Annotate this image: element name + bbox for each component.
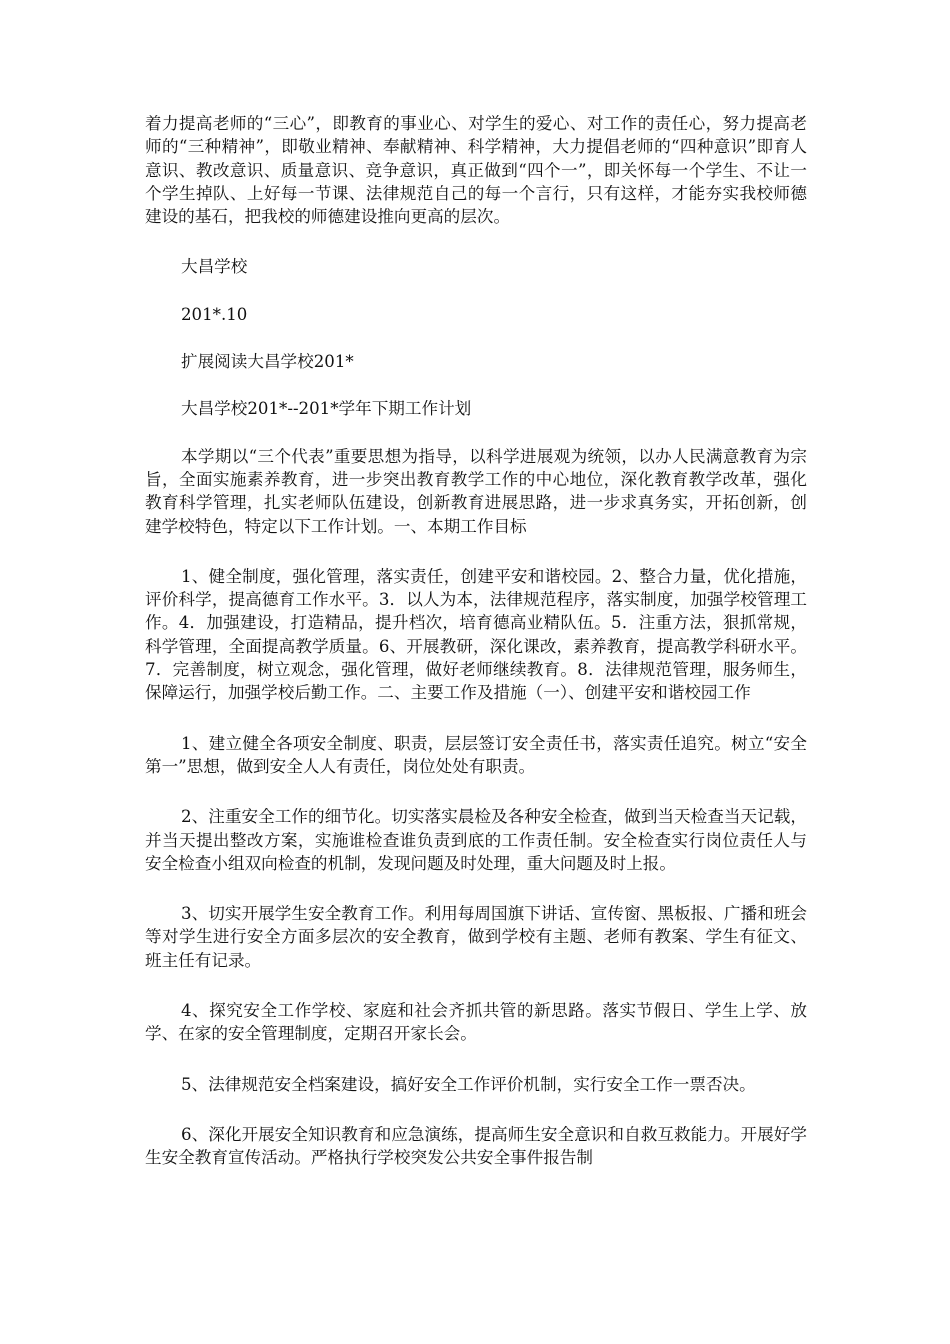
- paragraph-safety-1: 1、建立健全各项安全制度、职责，层层签订安全责任书，落实责任追究。树立“安全第一”思想，做到安全人人有责任，岗位处处有职责。: [145, 733, 807, 776]
- paragraph-safety-4: 4、探究安全工作学校、家庭和社会齐抓共管的新思路。落实节假日、学生上学、放学、在家的安全管理制度，定期召开家长会。: [145, 1001, 807, 1044]
- extended-reading-heading: 扩展阅读大昌学校201*: [181, 352, 354, 372]
- paragraph-guiding-ideology: 本学期以“三个代表”重要思想为指导，以科学进展观为统领，以办人民满意教育为宗旨，全面实施素养教育，进一步突出教育教学工作的中心地位，深化教育教学改革，强化教育科学管理，扎实老师队伍建设，创新教育进展思路，进一步求真务实，开拓创新，创建学校特色，特定以下工作计划。一、本期工作目标: [145, 446, 807, 536]
- school-signature: 大昌学校: [181, 257, 248, 277]
- paragraph-safety-3: 3、切实开展学生安全教育工作。利用每周国旗下讲话、宣传窗、黑板报、广播和班会等对学生进行安全方面多层次的安全教育，做到学校有主题、老师有教案、学生有征文、班主任有记录。: [145, 904, 807, 970]
- document-page: [145, 112, 807, 1197]
- paragraph-work-goals: 1、健全制度，强化管理，落实责任，创建平安和谐校园。2、整合力量，优化措施，评价科学，提高德育工作水平。3．以人为本，法律规范程序，落实制度，加强学校管理工作。4．加强建设，打造精品，提升档次，培育德高业精队伍。5．注重方法，狠抓常规，科学管理，全面提高教学质量。6、开展教研，深化课改，素养教育，提高教学科研水平。7．完善制度，树立观念，强化管理，做好老师继续教育。8．法律规范管理，服务师生，保障运行，加强学校后勤工作。二、主要工作及措施（一）、创建平安和谐校园工作: [145, 566, 807, 703]
- paragraph-safety-2: 2、注重安全工作的细节化。切实落实晨检及各种安全检查，做到当天检查当天记载，并当天提出整改方案，实施谁检查谁负责到底的工作责任制。安全检查实行岗位责任人与安全检查小组双向检查的机制，发现问题及时处理，重大问题及时上报。: [145, 807, 807, 873]
- paragraph-safety-5: 5、法律规范安全档案建设，搞好安全工作评价机制，实行安全工作一票否决。: [181, 1074, 756, 1094]
- work-plan-title: 大昌学校201*--201*学年下期工作计划: [181, 399, 472, 419]
- document-date: 201*.10: [181, 304, 248, 324]
- paragraph-safety-6: 6、深化开展安全知识教育和应急演练，提高师生安全意识和自救互救能力。开展好学生安全教育宣传活动。严格执行学校突发公共安全事件报告制: [145, 1124, 807, 1168]
- paragraph-teacher-ethics: 着力提高老师的“三心”，即教育的事业心、对学生的爱心、对工作的责任心，努力提高老师的“三种精神”，即敬业精神、奉献精神、科学精神，大力提倡老师的“四种意识”即育人意识、教改意识、质量意识、竞争意识，真正做到“四个一”，即关怀每一个学生、不让一个学生掉队、上好每一节课、法律规范自己的每一个言行，只有这样，才能夯实我校师德建设的基石，把我校的师德建设推向更高的层次。: [145, 114, 807, 227]
